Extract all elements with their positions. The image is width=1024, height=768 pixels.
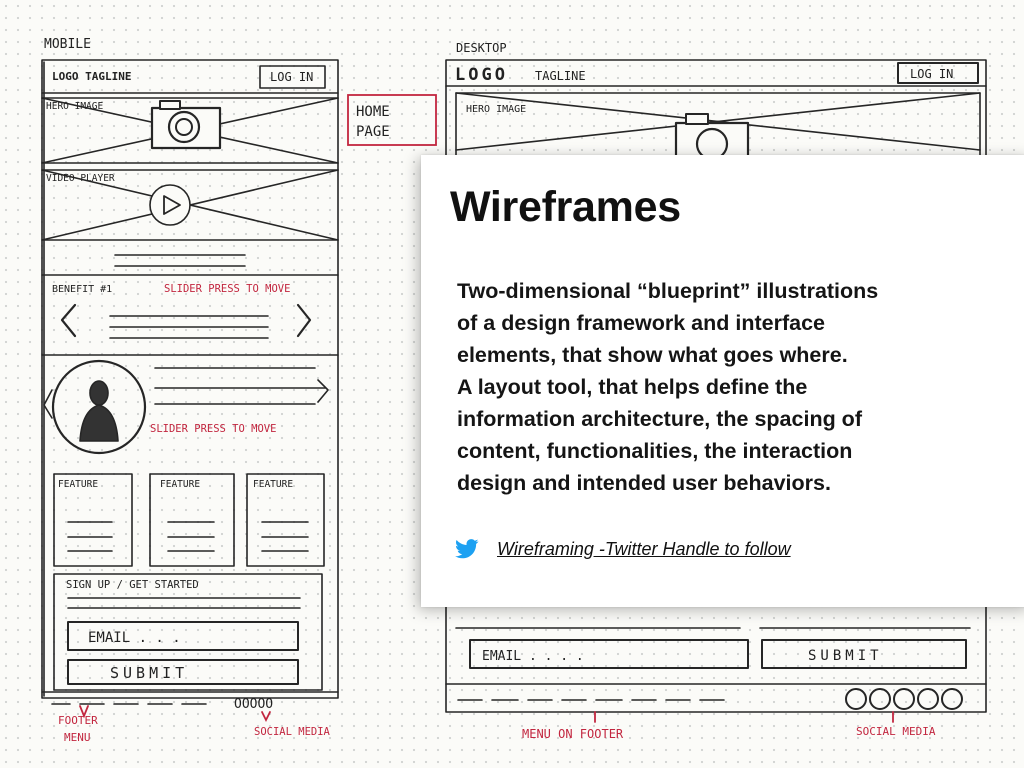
twitter-bird-icon	[455, 539, 479, 559]
desktop-heading: DESKTOP	[456, 41, 507, 55]
desktop-login-label: LOG IN	[910, 67, 954, 81]
mobile-logo-tagline: LOGO TAGLINE	[52, 70, 132, 83]
home-page-label-1: HOME	[356, 104, 390, 120]
feature-label-2: FEATURE	[160, 479, 201, 490]
description-line: elements, that show what goes where.	[457, 343, 848, 367]
card-title: Wireframes	[450, 183, 681, 231]
desktop-logo: LOGO	[455, 65, 508, 85]
avatar	[53, 361, 145, 453]
social-media-icons	[846, 689, 962, 709]
mobile-wireframe	[42, 60, 338, 704]
camera-icon	[152, 101, 220, 148]
feature-label-1: FEATURE	[58, 479, 99, 490]
mobile-video-label: VIDEO PLAYER	[46, 173, 115, 184]
feature-label-3: FEATURE	[253, 479, 294, 490]
footer-menu-note-2: MENU	[64, 731, 91, 744]
mobile-heading: MOBILE	[44, 37, 91, 52]
signup-label: SIGN UP / GET STARTED	[66, 579, 199, 591]
play-icon	[150, 185, 190, 225]
menu-on-footer-note: MENU ON FOOTER	[522, 727, 624, 741]
description-line: of a design framework and interface	[457, 311, 825, 335]
mobile-benefit-label: BENEFIT #1	[52, 284, 113, 295]
twitter-link-row	[455, 537, 791, 561]
twitter-handle-link[interactable]: Wireframing -Twitter Handle to follow	[497, 538, 791, 559]
desktop-email-label: EMAIL . . . .	[482, 649, 584, 664]
mobile-social-circles: OOOOO	[234, 697, 274, 712]
wireframes-info-card	[421, 155, 1024, 607]
home-page-label-2: PAGE	[356, 124, 390, 140]
description-line: design and intended user behaviors.	[457, 471, 831, 495]
slider-note-benefit: SLIDER PRESS TO MOVE	[164, 283, 291, 295]
mobile-social-media-note: SOCIAL MEDIA	[254, 726, 330, 738]
desktop-submit-label: SUBMIT	[808, 648, 883, 664]
slider-note-testimonial: SLIDER PRESS TO MOVE	[150, 423, 277, 435]
footer-menu-note-1: FOOTER	[58, 714, 98, 727]
mobile-email-label: EMAIL . . .	[88, 630, 181, 646]
description-line: information architecture, the spacing of	[457, 407, 862, 431]
description-line: Two-dimensional “blueprint” illustrations	[457, 279, 879, 303]
mobile-login-label: LOG IN	[270, 70, 314, 84]
description-line: content, functionalities, the interaction	[457, 439, 853, 463]
desktop-hero-label: HERO IMAGE	[466, 104, 527, 115]
desktop-tagline: TAGLINE	[535, 69, 586, 83]
mobile-hero-label: HERO IMAGE	[46, 101, 104, 112]
description-line: A layout tool, that helps define the	[457, 375, 808, 399]
desktop-social-media-note: SOCIAL MEDIA	[856, 725, 936, 738]
card-description	[457, 275, 977, 499]
mobile-submit-label: SUBMIT	[110, 664, 189, 682]
social-media-arrow	[262, 712, 270, 720]
